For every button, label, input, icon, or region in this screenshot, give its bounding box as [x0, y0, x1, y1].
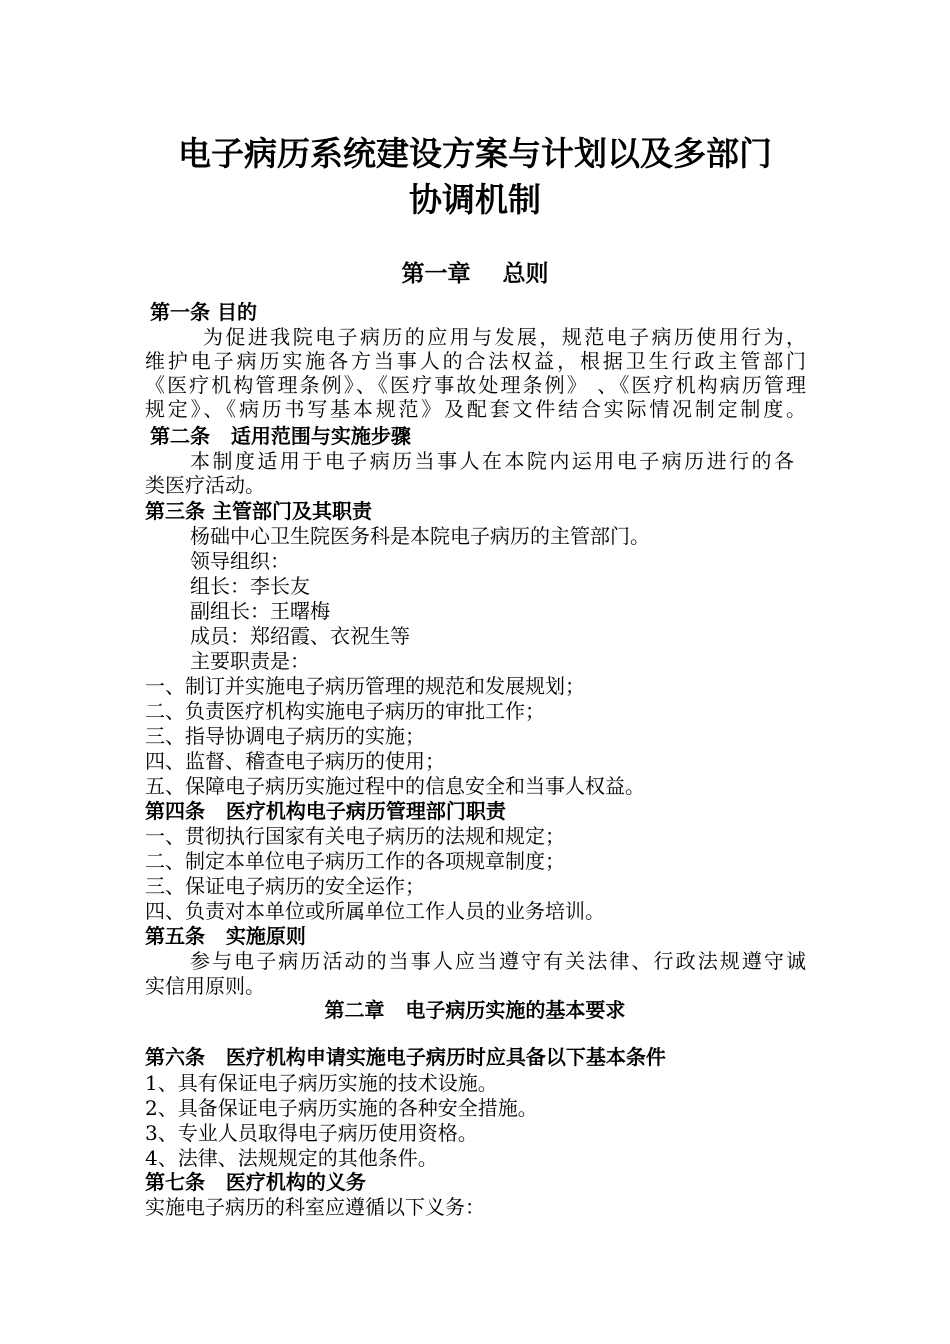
- article-1-line-3: 《医疗机构管理条例》、《医疗事故处理条例》 、《医疗机构病历管理: [145, 373, 806, 397]
- article-5-line-2: 实信用原则。: [145, 974, 265, 998]
- article-3-item-3: 三、指导协调电子病历的实施；: [145, 724, 425, 748]
- article-3-line-4: 副组长：王曙梅: [190, 599, 330, 623]
- article-6-item-3: 3、专业人员取得电子病历使用资格。: [145, 1121, 478, 1145]
- article-2-line-2: 类医疗活动。: [145, 473, 265, 497]
- article-4-item-4: 四、负责对本单位或所属单位工作人员的业务培训。: [145, 899, 605, 923]
- article-7-line-1: 实施电子病历的科室应遵循以下义务：: [145, 1195, 485, 1219]
- article-5-line-1: 参与电子病历活动的当事人应当遵守有关法律、行政法规遵守诚: [190, 949, 806, 973]
- article-3-line-6: 主要职责是：: [190, 649, 310, 673]
- chapter-1-heading: 第一章 总则: [401, 261, 549, 287]
- article-4-item-3: 三、保证电子病历的安全运作；: [145, 874, 425, 898]
- article-6-item-1: 1、具有保证电子病历实施的技术设施。: [145, 1071, 498, 1095]
- article-2-line-1: 本制度适用于电子病历当事人在本院内运用电子病历进行的各: [190, 449, 794, 473]
- article-6-heading: 第六条 医疗机构申请实施电子病历时应具备以下基本条件: [145, 1045, 666, 1069]
- document-title-line-2: 协调机制: [409, 180, 541, 219]
- article-1-heading: 第一条 目的: [150, 300, 257, 324]
- article-3-line-3: 组长：李长友: [190, 574, 310, 598]
- document-title-line-1: 电子病历系统建设方案与计划以及多部门: [178, 134, 772, 173]
- article-1-line-2: 维护电子病历实施各方当事人的合法权益，根据卫生行政主管部门: [145, 349, 806, 373]
- article-3-item-2: 二、负责医疗机构实施电子病历的审批工作；: [145, 699, 545, 723]
- article-1-line-1: 为促进我院电子病历的应用与发展，规范电子病历使用行为，: [203, 325, 806, 349]
- article-2-heading: 第二条 适用范围与实施步骤: [150, 424, 411, 448]
- article-4-item-2: 二、制定本单位电子病历工作的各项规章制度；: [145, 849, 565, 873]
- article-3-heading: 第三条 主管部门及其职责: [145, 499, 372, 523]
- chapter-2-heading: 第二章 电子病历实施的基本要求: [324, 998, 626, 1022]
- article-3-line-5: 成员：郑绍霞、衣祝生等: [190, 624, 410, 648]
- article-1-line-4: 规定》、《病历书写基本规范》及配套文件结合实际情况制定制度。: [145, 397, 806, 421]
- article-3-item-4: 四、监督、稽查电子病历的使用；: [145, 749, 445, 773]
- article-3-item-5: 五、保障电子病历实施过程中的信息安全和当事人权益。: [145, 774, 645, 798]
- article-3-line-2: 领导组织：: [190, 549, 290, 573]
- article-6-item-4: 4、法律、法规规定的其他条件。: [145, 1146, 438, 1170]
- article-6-item-2: 2、具备保证电子病历实施的各种安全措施。: [145, 1096, 538, 1120]
- article-3-line-1: 杨础中心卫生院医务科是本院电子病历的主管部门。: [190, 524, 650, 548]
- article-4-heading: 第四条 医疗机构电子病历管理部门职责: [145, 799, 506, 823]
- article-4-item-1: 一、贯彻执行国家有关电子病历的法规和规定；: [145, 824, 565, 848]
- article-3-item-1: 一、制订并实施电子病历管理的规范和发展规划；: [145, 674, 585, 698]
- article-5-heading: 第五条 实施原则: [145, 924, 306, 948]
- article-7-heading: 第七条 医疗机构的义务: [145, 1170, 366, 1194]
